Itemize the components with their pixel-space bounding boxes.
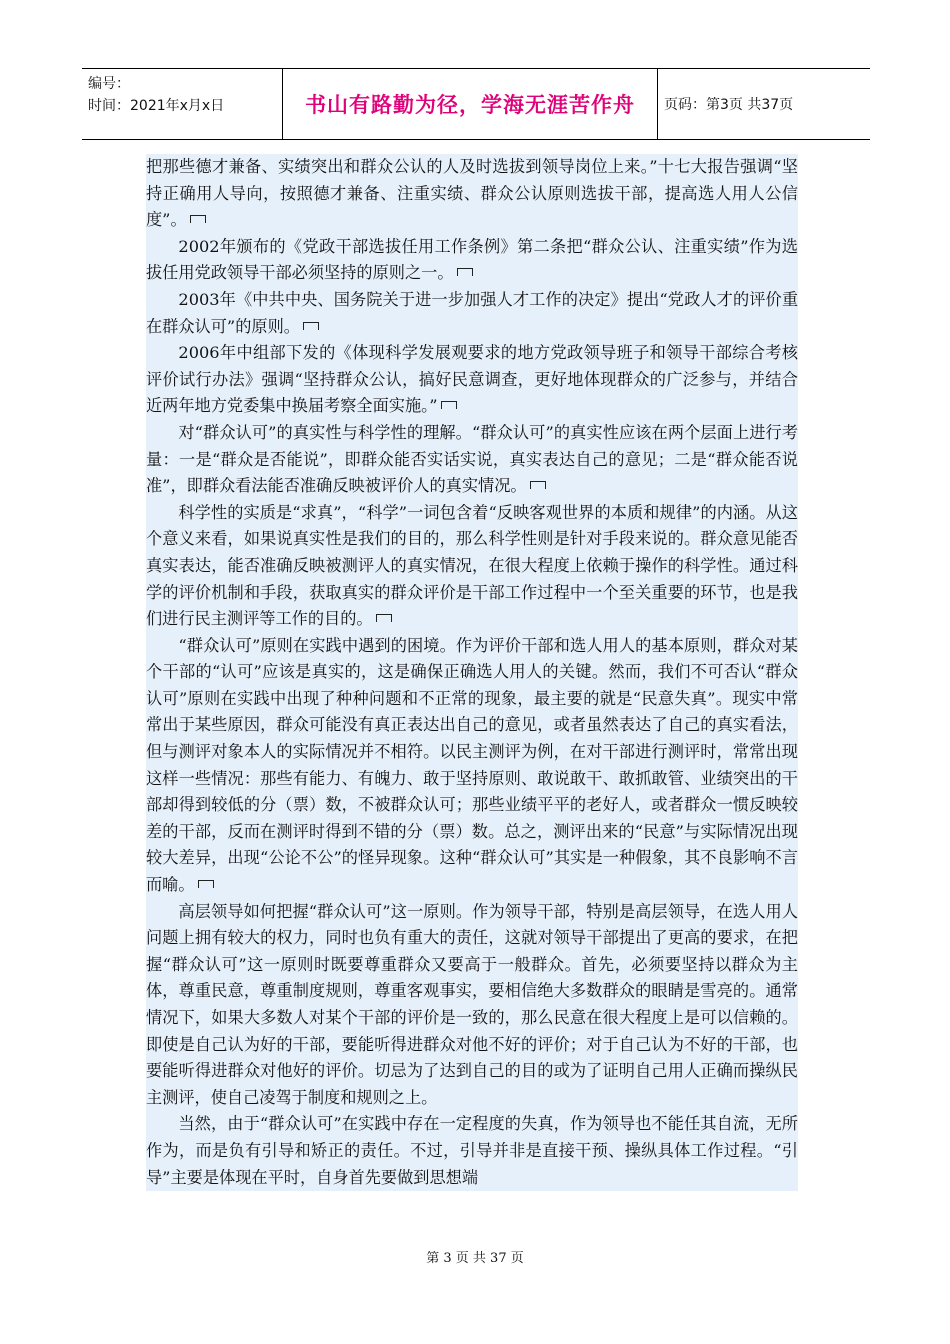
number-label: 编号： [88, 76, 130, 92]
paragraph [146, 154, 798, 234]
paragraph-mark-icon [376, 614, 392, 622]
paragraph [146, 234, 798, 287]
paragraph [146, 899, 798, 1112]
paragraph-text: 当然，由于“群众认可”在实践中存在一定程度的失真，作为领导也不能任其自流，无所作为，而是负有引导和矫正的责任。不过，引导并非是直接干预、操纵具体工作过程。“引导”主要是体现在平时，自身首先要做到思想端 [146, 1114, 798, 1187]
document-body [146, 154, 798, 1191]
time-label: 时间：2021年x月x日 [88, 98, 225, 114]
paragraph [146, 500, 798, 633]
motto: 书山有路勤为径，学海无涯苦作舟 [305, 93, 635, 117]
paragraph [146, 1111, 798, 1191]
paragraph-mark-icon [530, 481, 546, 489]
header-meta [82, 69, 283, 139]
paragraph-mark-icon [303, 322, 319, 330]
paragraph-mark-icon [441, 401, 457, 409]
header-motto-cell [283, 69, 658, 139]
paragraph-text: “群众认可”原则在实践中遇到的困境。作为评价干部和选人用人的基本原则，群众对某个干部的“认可”应该是真实的，这是确保正确选人用人的关键。然而，我们不可否认“群众认可”原则在实践中出现了种种问题和不正常的现象，最主要的就是“民意失真”。现实中常常出于某些原因，群众可能没有真正表达出自己的意见，或者虽然表达了自己的真实看法，但与测评对象本人的实际情况并不相符。以民主测评为例，在对干部进行测评时，常常出现这样一些情况：那些有能力、有魄力、敢于坚持原则、敢说敢干、敢抓敢管、业绩突出的干部却得到较低的分（票）数，不被群众认可；那些业绩平平的老好人，或者群众一惯反映较差的干部，反而在测评时得到不错的分（票）数。总之，测评出来的“民意”与实际情况出现较大差异，出现“公论不公”的怪异现象。这种“群众认可”其实是一种假象，其不良影响不言而喻。 [146, 635, 798, 895]
header-page-info-cell [658, 69, 870, 139]
paragraph-text: 对“群众认可”的真实性与科学性的理解。“群众认可”的真实性应该在两个层面上进行考量：一是“群众是否能说”，即群众能否实话实说，真实表达自己的意见；二是“群众能否说准”，即群众看法能否准确反映被评价人的真实情况。 [146, 422, 798, 496]
page-info: 页码：第3页 共37页 [664, 97, 794, 113]
paragraph-text: 高层领导如何把握“群众认可”这一原则。作为领导干部，特别是高层领导，在选人用人问题上拥有较大的权力，同时也负有重大的责任，这就对领导干部提出了更高的要求，在把握“群众认可”这一原则时既要尊重群众又要高于一般群众。首先，必须要坚持以群众为主体，尊重民意，尊重制度规则，尊重客观事实，要相信绝大多数群众的眼睛是雪亮的。通常情况下，如果大多数人对某个干部的评价是一致的，那么民意在很大程度上是可以信赖的。即使是自己认为好的干部，要能听得进群众对他不好的评价；对于自己认为不好的干部，也要能听得进群众对他好的评价。切忌为了达到自己的目的或为了证明自己用人正确而操纵民主测评，使自己凌驾于制度和规则之上。 [146, 901, 798, 1107]
paragraph-text: 2006年中组部下发的《体现科学发展观要求的地方党政领导班子和领导干部综合考核评价试行办法》强调“坚持群众公认，搞好民意调查，更好地体现群众的广泛参与，并结合近两年地方党委集中换届考察全面实施。” [146, 343, 798, 416]
page-header [82, 68, 870, 140]
paragraph-mark-icon [198, 880, 214, 888]
paragraph-text: 科学性的实质是“求真”，“科学”一词包含着“反映客观世界的本质和规律”的内涵。从这个意义来看，如果说真实性是我们的目的，那么科学性则是针对手段来说的。群众意见能否真实表达，能否准确反映被测评人的真实情况，在很大程度上依赖于操作的科学性。通过科学的评价机制和手段，获取真实的群众评价是干部工作过程中一个至关重要的环节，也是我们进行民主测评等工作的目的。 [146, 502, 798, 629]
paragraph-text: 把那些德才兼备、实绩突出和群众公认的人及时选拔到领导岗位上来。”十七大报告强调“坚持正确用人导向，按照德才兼备、注重实绩、群众公认原则选拔干部，提高选人用人公信度”。 [146, 157, 798, 230]
paragraph-mark-icon [457, 268, 473, 276]
paragraph [146, 420, 798, 500]
paragraph-text: 2002年颁布的《党政干部选拔任用工作条例》第二条把“群众公认、注重实绩”作为选拔任用党政领导干部必须坚持的原则之一。 [146, 236, 798, 283]
page-footer: 第 3 页 共 37 页 [426, 1251, 524, 1266]
paragraph [146, 287, 798, 340]
paragraph [146, 340, 798, 420]
paragraph-text: 2003年《中共中央、国务院关于进一步加强人才工作的决定》提出“党政人才的评价重在群众认可”的原则。 [146, 289, 798, 336]
paragraph [146, 633, 798, 899]
paragraph-mark-icon [190, 215, 206, 223]
